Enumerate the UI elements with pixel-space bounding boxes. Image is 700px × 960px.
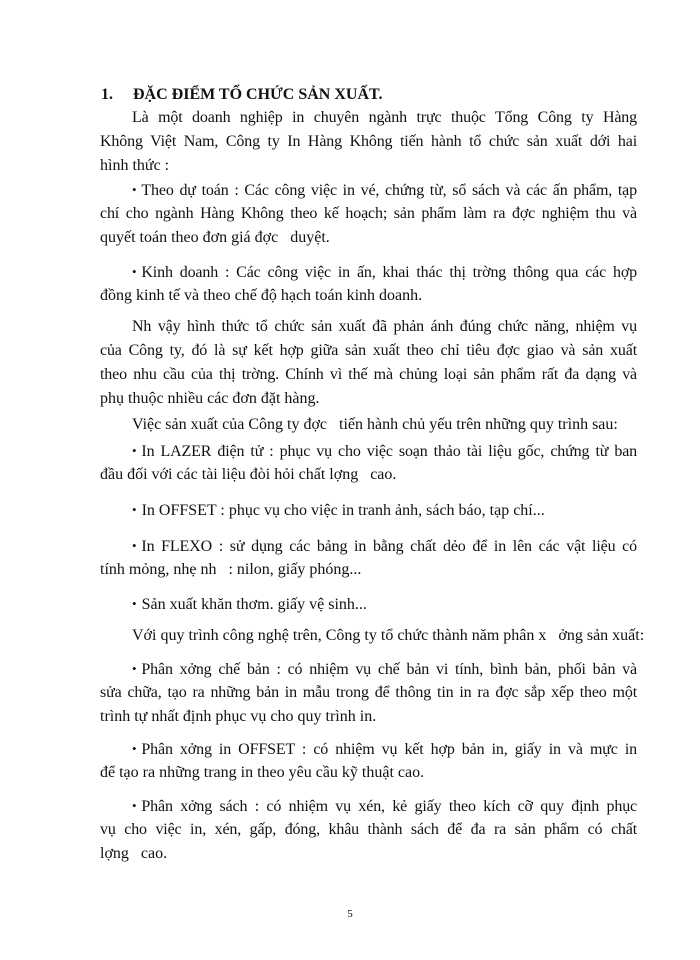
text-line: Phân xởng chế bản : có nhiệm vụ chế bản vi tính, bình bản, phối bản và xyxy=(141,661,637,678)
bullet-paragraph-du-toan xyxy=(100,178,637,250)
bullet-icon xyxy=(132,794,136,818)
text-line: phụ thuộc nhiều các đơn đặt hàng. xyxy=(100,390,320,407)
text-line: Theo dự toán : Các công việc in vé, chứng từ, sổ sách và các ấn phẩm, tạp xyxy=(141,182,637,199)
text-line: đồng kinh tế và theo chế độ hạch toán kinh doanh. xyxy=(100,287,423,304)
text-line: Là một doanh nghiệp in chuyên ngành trực thuộc Tổng Công ty Hàng xyxy=(132,109,637,126)
page-number: 5 xyxy=(347,908,353,920)
text-line: Với quy trình công nghệ trên, Công ty tổ chức thành năm phân x ởng sản xuất: xyxy=(132,627,645,644)
bullet-paragraph-offset xyxy=(100,498,637,522)
text-line: Không Việt Nam, Công ty In Hàng Không tiến hành tổ chức sản xuất dới hai xyxy=(100,133,637,150)
bullet-paragraph-in-offset xyxy=(100,737,637,785)
text-line: Nh vậy hình thức tổ chức sản xuất đã phản ánh đúng chức năng, nhiệm vụ xyxy=(132,318,637,335)
text-line: Việc sản xuất của Công ty đợc tiến hành chủ yếu trên những quy trình sau: xyxy=(132,416,618,433)
text-line: Kinh doanh : Các công việc in ấn, khai thác thị trờng thông qua các hợp xyxy=(141,264,637,281)
bullet-icon xyxy=(132,534,136,558)
text-line: vụ cho việc in, xén, gấp, đóng, khâu thành sách để đa ra sản phẩm có chất xyxy=(100,821,637,838)
text-line: sửa chữa, tạo ra những bản in mẫu trong để thông tin in ra đợc sắp xếp theo một xyxy=(100,684,637,701)
text-line: của Công ty, đó là sự kết hợp giữa sản xuất theo chỉ tiêu đợc giao và sản xuất xyxy=(100,342,637,359)
process-intro-paragraph xyxy=(100,413,637,437)
bullet-paragraph-che-ban xyxy=(100,657,637,729)
text-line: đầu đối với các tài liệu đòi hỏi chất lợng cao. xyxy=(100,466,397,483)
text-line: theo nhu cầu của thị trờng. Chính vì thế mà chủng loại sản phẩm rất đa dạng và xyxy=(100,366,637,383)
text-line: quyết toán theo đơn giá đợc duyệt. xyxy=(100,229,330,246)
workshops-intro-paragraph xyxy=(100,624,645,648)
text-line: Phân xởng sách : có nhiệm vụ xén, kẻ giấy theo kích cỡ quy định phục xyxy=(141,798,637,815)
bullet-icon xyxy=(132,592,137,616)
text-line: hình thức : xyxy=(100,157,170,174)
intro-paragraph xyxy=(100,106,637,178)
text-line: In LAZER điện tử : phục vụ cho việc soạn thảo tài liệu gốc, chứng từ ban xyxy=(141,443,637,460)
text-line: trình tự nhất định phục vụ cho quy trình in. xyxy=(100,708,377,725)
text-line: In OFFSET : phục vụ cho việc in tranh ảnh, sách báo, tạp chí... xyxy=(141,502,545,519)
bullet-paragraph-sach xyxy=(100,794,637,866)
bullet-paragraph-kinh-doanh xyxy=(100,260,637,308)
bullet-icon xyxy=(132,178,136,202)
section-heading xyxy=(101,83,383,107)
bullet-icon xyxy=(132,657,136,681)
bullet-paragraph-khan-thom xyxy=(100,592,637,616)
text-line: để tạo ra những trang in theo yêu cầu kỹ thuật cao. xyxy=(100,764,425,781)
bullet-paragraph-lazer xyxy=(100,439,637,487)
section-number: 1. xyxy=(101,86,113,103)
text-line: Phân xởng in OFFSET : có nhiệm vụ kết hợp bản in, giấy in và mực in xyxy=(141,741,637,758)
bullet-icon xyxy=(132,498,137,522)
text-line: In FLEXO : sử dụng các bảng in bằng chất dẻo để in lên các vật liệu có xyxy=(141,538,637,555)
text-line: lợng cao. xyxy=(100,845,168,862)
section-title: ĐẶC ĐIỂM TỔ CHỨC SẢN XUẤT. xyxy=(133,86,383,103)
summary-paragraph xyxy=(100,315,637,411)
bullet-icon xyxy=(132,439,136,463)
bullet-icon xyxy=(132,260,136,284)
text-line: Sản xuất khăn thơm. giấy vệ sinh... xyxy=(141,596,367,613)
bullet-paragraph-flexo xyxy=(100,534,637,582)
text-line: tính mỏng, nhẹ nh : nilon, giấy phóng... xyxy=(100,561,362,578)
text-line: chí cho ngành Hàng Không theo kế hoạch; sản phẩm làm ra đợc nghiệm thu và xyxy=(100,205,637,222)
bullet-icon xyxy=(132,737,136,761)
